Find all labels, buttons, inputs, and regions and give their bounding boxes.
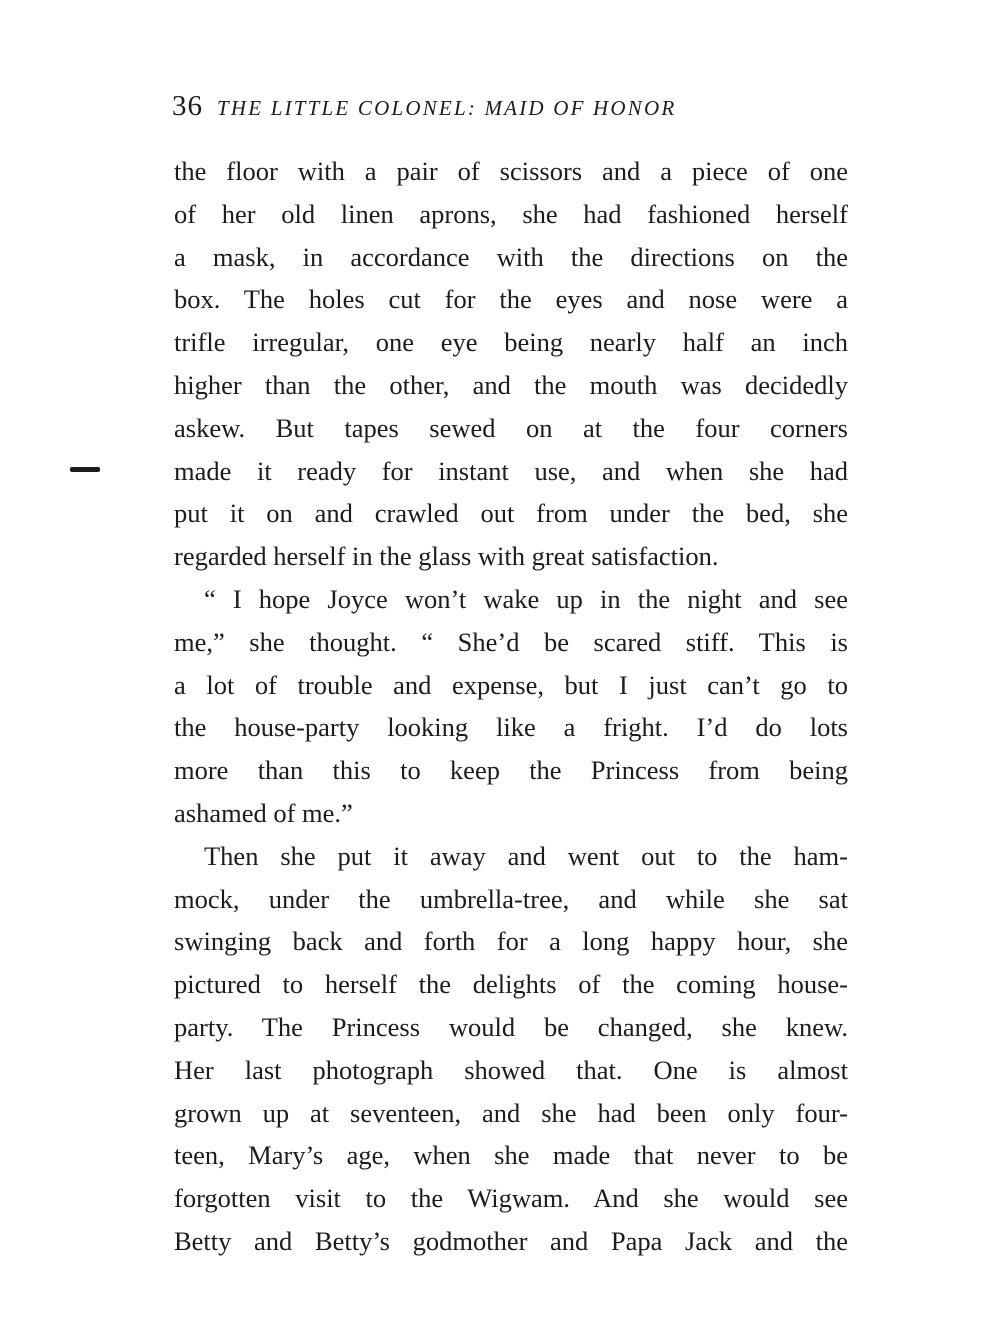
text-line: pictured to herself the delights of the coming house- bbox=[174, 969, 848, 1000]
running-head bbox=[172, 86, 852, 126]
body-text bbox=[174, 150, 848, 1263]
text-line: teen, Mary’s age, when she made that never to be bbox=[174, 1140, 848, 1171]
text-line: Her last photograph showed that. One is almost bbox=[174, 1054, 848, 1085]
text-line: party. The Princess would be changed, she knew. bbox=[174, 1011, 848, 1042]
margin-dash-mark bbox=[70, 467, 100, 472]
text-line: forgotten visit to the Wigwam. And she would see bbox=[174, 1183, 848, 1214]
text-line: ashamed of me.” bbox=[174, 797, 353, 828]
text-line: Betty and Betty’s godmother and Papa Jack and the bbox=[174, 1225, 848, 1256]
text-line: put it on and crawled out from under the bed, she bbox=[174, 498, 848, 529]
text-line: box. The holes cut for the eyes and nose were a bbox=[174, 284, 848, 315]
text-line: askew. But tapes sewed on at the four corners bbox=[174, 412, 848, 443]
text-line: “ I hope Joyce won’t wake up in the night and see bbox=[204, 583, 848, 614]
text-line: the floor with a pair of scissors and a piece of one bbox=[174, 156, 848, 186]
text-line: higher than the other, and the mouth was decidedly bbox=[174, 369, 848, 400]
text-line: made it ready for instant use, and when she had bbox=[174, 455, 848, 486]
text-line: regarded herself in the glass with great satisfaction. bbox=[174, 541, 719, 572]
text-line: Then she put it away and went out to the ham- bbox=[204, 840, 848, 871]
text-line: more than this to keep the Princess from being bbox=[174, 755, 848, 786]
text-line: of her old linen aprons, she had fashioned herself bbox=[174, 198, 848, 229]
text-line: mock, under the umbrella-tree, and while she sat bbox=[174, 883, 848, 914]
text-line: swinging back and forth for a long happy hour, she bbox=[174, 926, 848, 957]
text-line: me,” she thought. “ She’d be scared stiff. This is bbox=[174, 626, 848, 657]
text-line: a mask, in accordance with the directions on the bbox=[174, 241, 848, 272]
text-line: a lot of trouble and expense, but I just can’t go to bbox=[174, 669, 848, 700]
page-number: 36 bbox=[172, 90, 203, 122]
text-line: the house-party looking like a fright. I’d do lots bbox=[174, 712, 848, 743]
text-line: grown up at seventeen, and she had been only four- bbox=[174, 1097, 848, 1128]
text-line: trifle irregular, one eye being nearly half an inch bbox=[174, 327, 848, 358]
running-title: THE LITTLE COLONEL: MAID OF HONOR bbox=[217, 96, 677, 120]
